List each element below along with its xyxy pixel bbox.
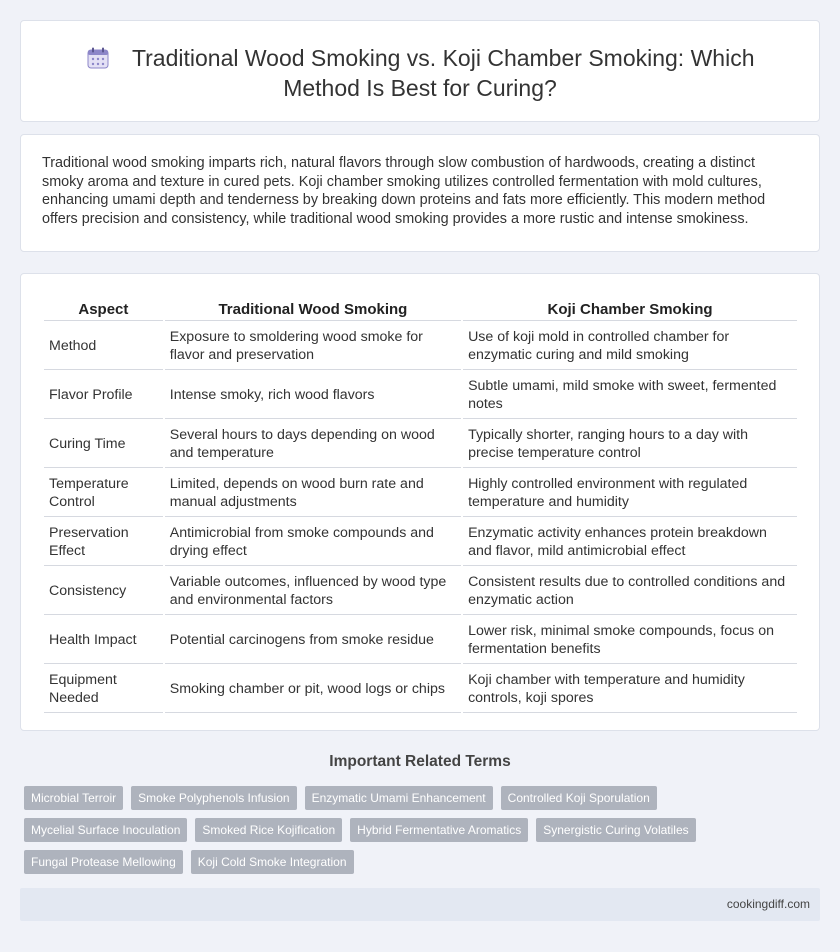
- cell-traditional: Variable outcomes, influenced by wood type and environmental factors: [165, 568, 461, 615]
- cell-traditional: Limited, depends on wood burn rate and manual adjustments: [165, 470, 461, 517]
- cell-koji: Lower risk, minimal smoke compounds, focus on fermentation benefits: [463, 617, 797, 664]
- table-row: [44, 568, 797, 615]
- related-terms-heading: Important Related Terms: [329, 753, 511, 770]
- related-term-tag[interactable]: Controlled Koji Sporulation: [501, 786, 657, 810]
- table-row: [44, 470, 797, 517]
- cell-aspect: Equipment Needed: [44, 666, 163, 713]
- related-term-tag[interactable]: Smoked Rice Kojification: [195, 818, 342, 842]
- table-row: [44, 323, 797, 370]
- cell-koji: Koji chamber with temperature and humidity controls, koji spores: [463, 666, 797, 713]
- table-row: [44, 617, 797, 664]
- page-title: Traditional Wood Smoking vs. Koji Chamber Smoking: Which Method Is Best for Curing?: [131, 45, 755, 101]
- cell-koji: Use of koji mold in controlled chamber for enzymatic curing and mild smoking: [463, 323, 797, 370]
- table-row: [44, 519, 797, 566]
- related-terms-list: [24, 786, 816, 874]
- related-term-tag[interactable]: Smoke Polyphenols Infusion: [131, 786, 296, 810]
- header-traditional: Traditional Wood Smoking: [165, 299, 461, 321]
- header-koji: Koji Chamber Smoking: [463, 299, 797, 321]
- cell-traditional: Intense smoky, rich wood flavors: [165, 372, 461, 419]
- cell-aspect: Consistency: [44, 568, 163, 615]
- title-card: [20, 20, 820, 122]
- intro-paragraph: Traditional wood smoking imparts rich, natural flavors through slow combustion of hardwoods, creating a distinct smoky aroma and texture in cured pets. Koji chamber smoking utilizes controlled fermentation with mold cultures, enhancing umami depth and tenderness by breaking down proteins and fats more efficiently. This modern method offers precision and consistency, while traditional wood smoking provides a more rustic and intense smokiness.: [42, 155, 766, 227]
- cell-traditional: Exposure to smoldering wood smoke for flavor and preservation: [165, 323, 461, 370]
- cell-koji: Subtle umami, mild smoke with sweet, fermented notes: [463, 372, 797, 419]
- related-term-tag[interactable]: Koji Cold Smoke Integration: [191, 850, 354, 874]
- cell-koji: Enzymatic activity enhances protein breakdown and flavor, mild antimicrobial effect: [463, 519, 797, 566]
- cell-koji: Consistent results due to controlled conditions and enzymatic action: [463, 568, 797, 615]
- cell-aspect: Health Impact: [44, 617, 163, 664]
- table-row: [44, 421, 797, 468]
- cell-traditional: Smoking chamber or pit, wood logs or chips: [165, 666, 461, 713]
- related-term-tag[interactable]: Microbial Terroir: [24, 786, 123, 810]
- cell-aspect: Temperature Control: [44, 470, 163, 517]
- title-wrap: [61, 43, 779, 103]
- cell-traditional: Potential carcinogens from smoke residue: [165, 617, 461, 664]
- footer-site-link[interactable]: cookingdiff.com: [726, 897, 810, 911]
- related-term-tag[interactable]: Enzymatic Umami Enhancement: [305, 786, 493, 810]
- footer: [20, 888, 820, 921]
- comparison-card: [20, 273, 820, 731]
- cell-aspect: Curing Time: [44, 421, 163, 468]
- calendar-icon: [86, 46, 110, 70]
- table-header-row: [44, 299, 797, 321]
- cell-traditional: Antimicrobial from smoke compounds and drying effect: [165, 519, 461, 566]
- related-term-tag[interactable]: Synergistic Curing Volatiles: [536, 818, 695, 842]
- header-aspect: Aspect: [44, 299, 163, 321]
- cell-aspect: Preservation Effect: [44, 519, 163, 566]
- table-row: [44, 372, 797, 419]
- related-term-tag[interactable]: Hybrid Fermentative Aromatics: [350, 818, 528, 842]
- related-term-tag[interactable]: Mycelial Surface Inoculation: [24, 818, 187, 842]
- related-term-tag[interactable]: Fungal Protease Mellowing: [24, 850, 183, 874]
- cell-koji: Typically shorter, ranging hours to a day with precise temperature control: [463, 421, 797, 468]
- cell-aspect: Flavor Profile: [44, 372, 163, 419]
- table-row: [44, 666, 797, 713]
- cell-traditional: Several hours to days depending on wood and temperature: [165, 421, 461, 468]
- comparison-table: [42, 297, 799, 715]
- intro-card: [20, 134, 820, 252]
- cell-aspect: Method: [44, 323, 163, 370]
- cell-koji: Highly controlled environment with regulated temperature and humidity: [463, 470, 797, 517]
